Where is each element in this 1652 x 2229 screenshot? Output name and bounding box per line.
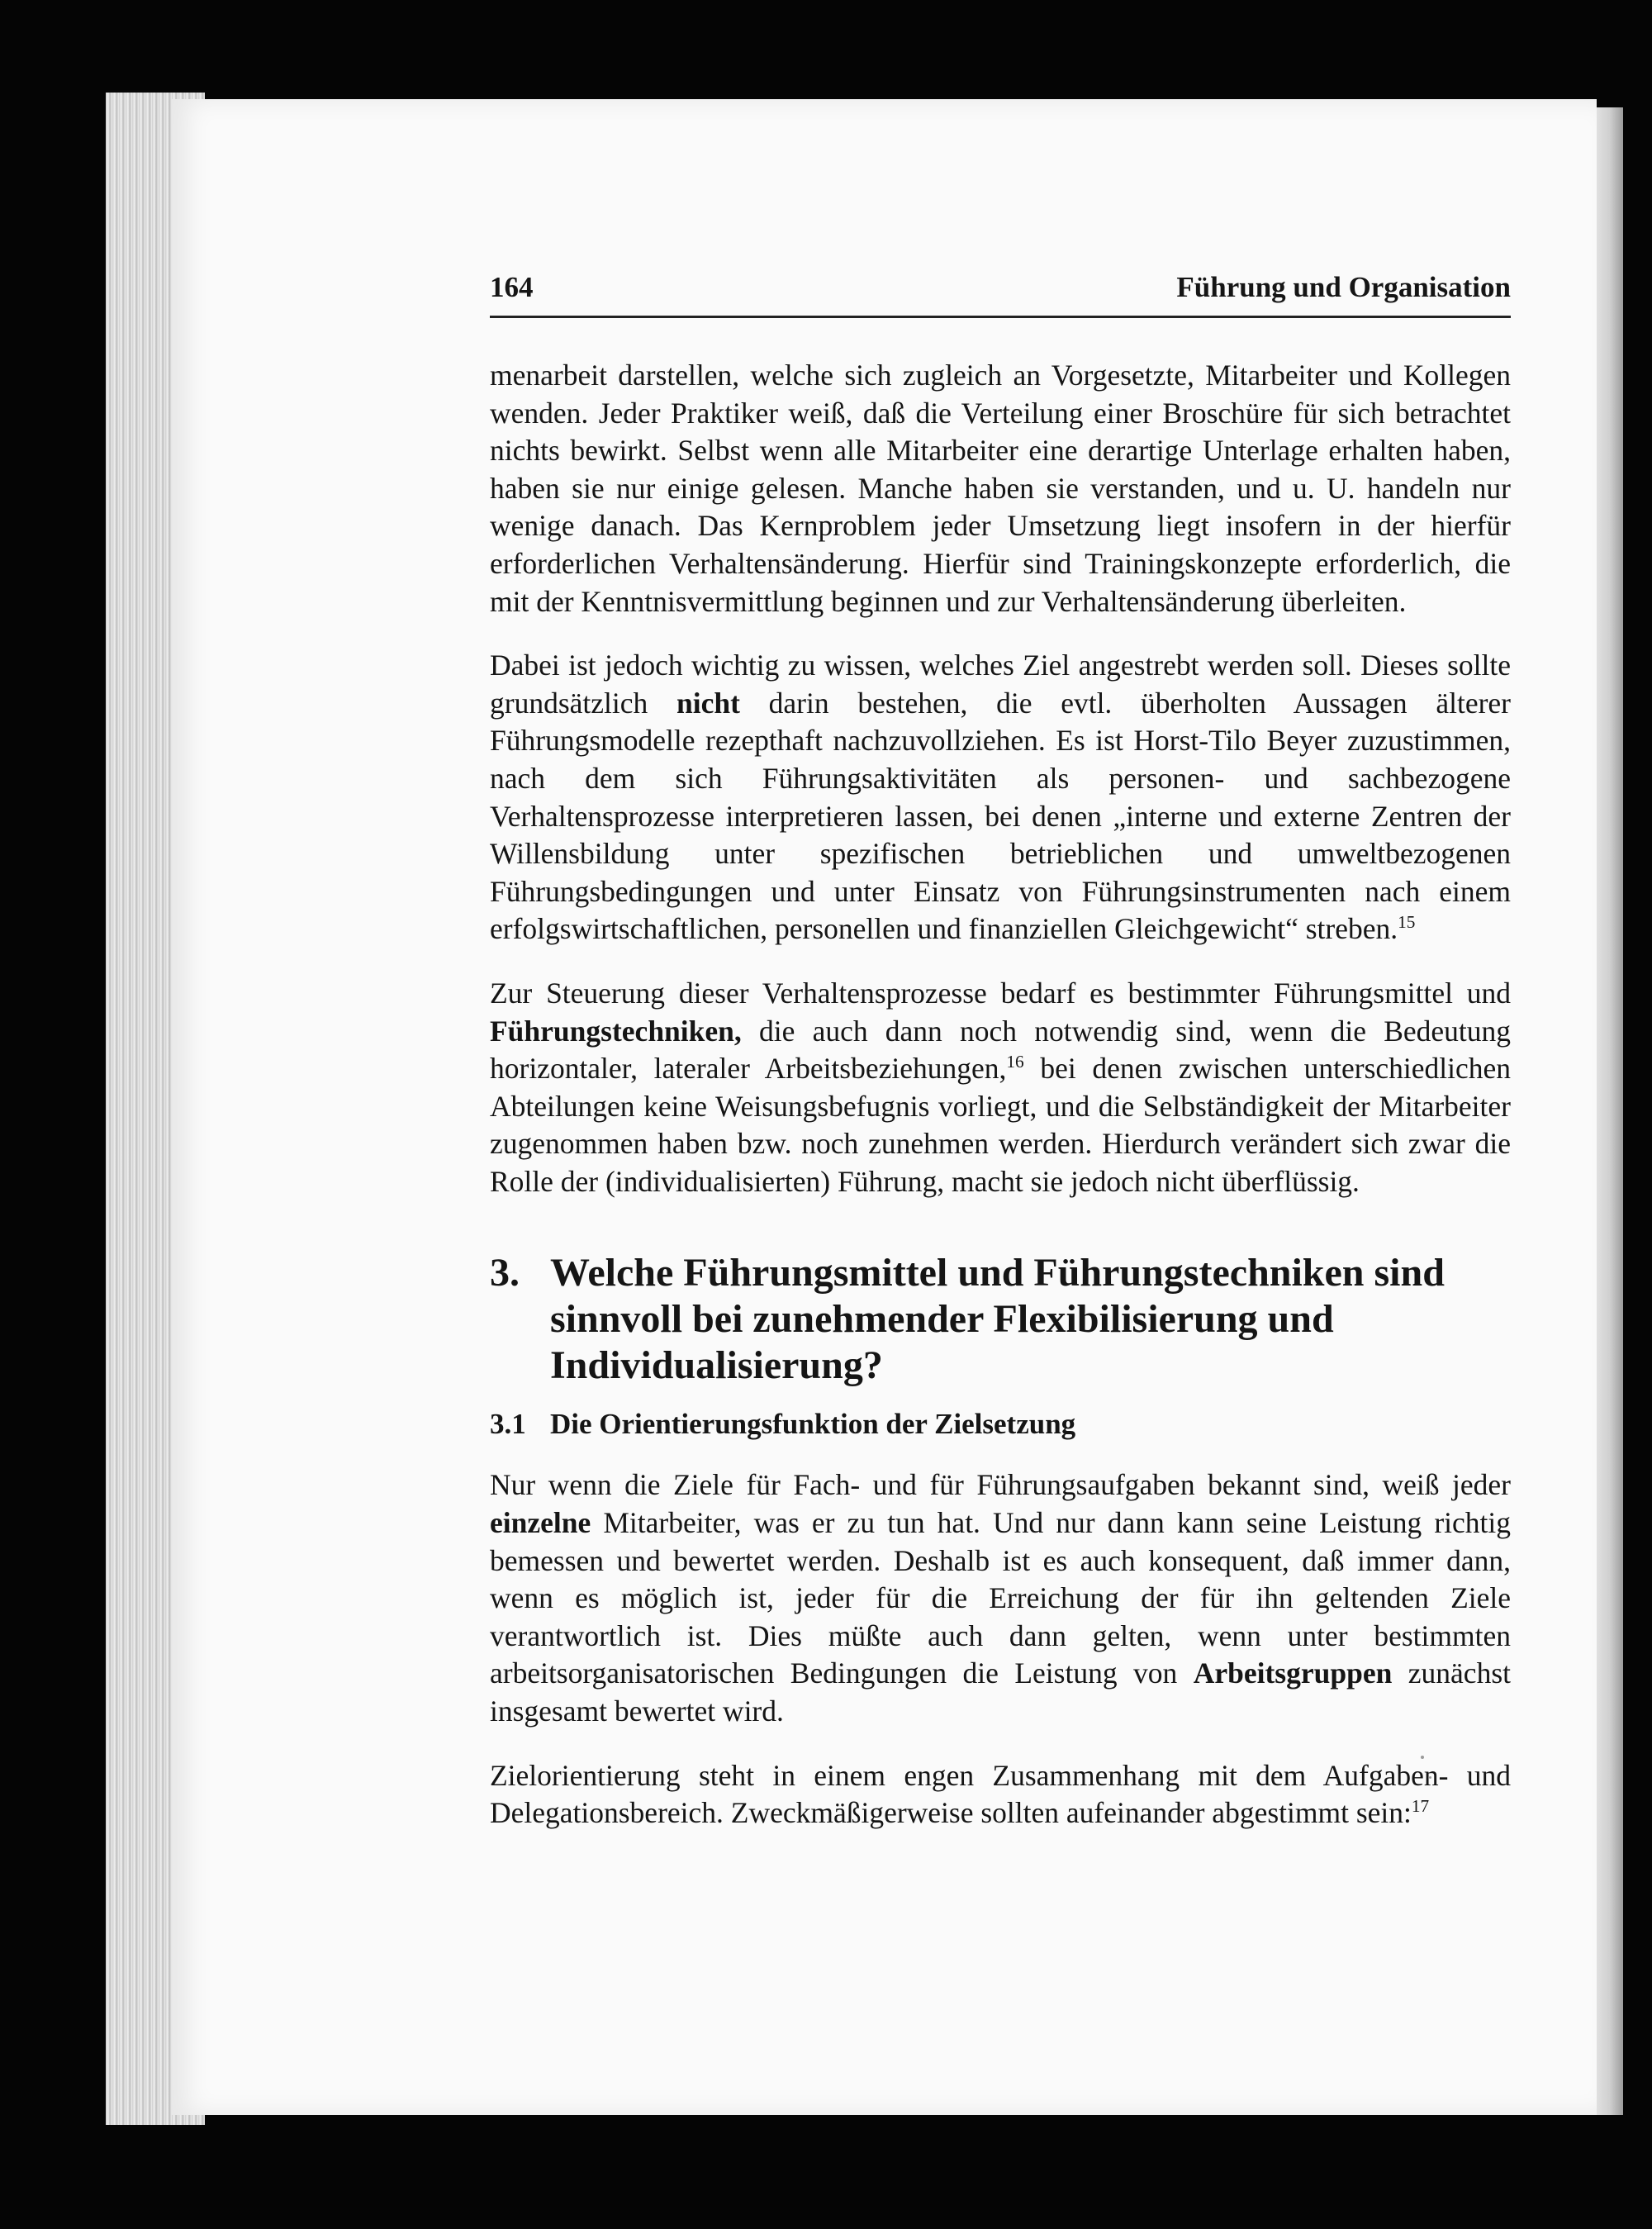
paragraph-4 <box>490 1466 1511 1730</box>
text-run: darin bestehen, die evtl. überholten Aussagen älterer Führungsmodelle rezepthaft nachzuvollziehen. Es ist Horst-Tilo Beyer zuzustimmen, nach dem sich Führungsaktivitäten als personen- und sachbezogene Verhaltensprozesse interpretieren lassen, bei denen „interne und externe Zentren der Willensbildung unter spezifischen betrieblichen und umweltbezogenen Führungsbedingungen und unter Einsatz von Führungsinstrumenten nach einem erfolgswirtschaftlichen, personellen und finanziellen Gleichgewicht“ streben. <box>490 686 1512 946</box>
paragraph-5 <box>490 1757 1511 1832</box>
text-run: zunächst insgesamt bewertet wird. <box>490 1656 1511 1728</box>
body-text <box>490 357 1511 1859</box>
paragraph-3 <box>490 975 1511 1201</box>
text-run: bei denen zwischen unterschiedlichen Abteilungen keine Weisungsbefugnis vorliegt, und die Selbständigkeit der Mitarbeiter zugenommen haben bzw. noch zunehmen werden. Hierdurch verändert sich zwar die Rolle der (individualisierten) Führung, macht sie jedoch nicht überflüssig. <box>490 1052 1511 1198</box>
heading-number: 3.1 <box>490 1408 526 1441</box>
bold-term: Arbeitsgruppen <box>1193 1656 1393 1690</box>
paragraph-2 <box>490 647 1511 948</box>
paragraph-1: menarbeit darstellen, welche sich zugleich an Vorgesetzte, Mitarbeiter und Kollegen wenden. Jeder Praktiker weiß, daß die Verteilung einer Broschüre für sich betrachtet nichts bewirkt. Selbst wenn alle Mitarbeiter eine derartige Unterlage erhalten haben, haben sie nur einige gelesen. Manche haben sie verstanden, und u. U. handeln nur wenige danach. Das Kernproblem jeder Umsetzung liegt insofern in der hierfür erforderlichen Verhaltensänderung. Hierfür sind Trainingskonzepte erforderlich, die mit der Kenntnisvermittlung beginnen und zur Verhaltensänderung überleiten. <box>490 359 1511 618</box>
text-run: Dabei ist jedoch wichtig zu wissen, welches Ziel angestrebt werden soll. Dieses sollte grundsätzlich <box>490 649 1511 720</box>
text-run: Mitarbeiter, was er zu tun hat. Und nur dann kann seine Leistung richtig bemessen und bewertet werden. Deshalb ist es auch konsequent, daß immer dann, wenn es möglich ist, jeder für die Erreichung der für ihn geltenden Ziele verantwortlich ist. Dies müßte auch dann gelten, wenn unter bestimmten arbeitsorganisatorischen Bedingungen die Leistung von <box>490 1506 1511 1690</box>
footnote-ref-16: 16 <box>1006 1052 1024 1072</box>
section-heading-3 <box>490 1250 1511 1389</box>
heading-text: Welche Führungsmittel und Führungstechniken sind sinnvoll bei zunehmender Flexibilisierung und Individualisierung? <box>550 1251 1445 1388</box>
section-heading-3-1 <box>490 1405 1511 1443</box>
footnote-ref-15: 15 <box>1398 912 1416 933</box>
text-run: Zielorientierung steht in einem engen Zusammenhang mit dem Aufgaben- und Delegationsbereich. Zweckmäßigerweise sollten aufeinander abgestimmt sein: <box>490 1758 1511 1830</box>
text-run: Zur Steuerung dieser Verhaltensprozesse bedarf es bestimmter Führungsmittel und <box>490 976 1511 1010</box>
page-number: 164 <box>490 271 534 303</box>
bold-term: nicht <box>676 686 740 720</box>
heading-number: 3. <box>490 1251 520 1295</box>
running-head-title: Führung und Organisation <box>1176 271 1511 303</box>
bold-term: Führungstechniken, <box>490 1014 742 1048</box>
bold-term: einzelne <box>490 1506 591 1540</box>
running-head <box>490 271 1511 318</box>
text-run: Nur wenn die Ziele für Fach- und für Führungsaufgaben bekannt sind, weiß jeder <box>490 1468 1511 1502</box>
footnote-ref-17: 17 <box>1411 1796 1430 1817</box>
text-run: die auch dann noch notwendig sind, wenn die Bedeutung horizontaler, lateraler Arbeitsbeziehungen, <box>490 1014 1511 1086</box>
heading-text: Die Orientierungsfunktion der Zielsetzung <box>550 1408 1076 1441</box>
